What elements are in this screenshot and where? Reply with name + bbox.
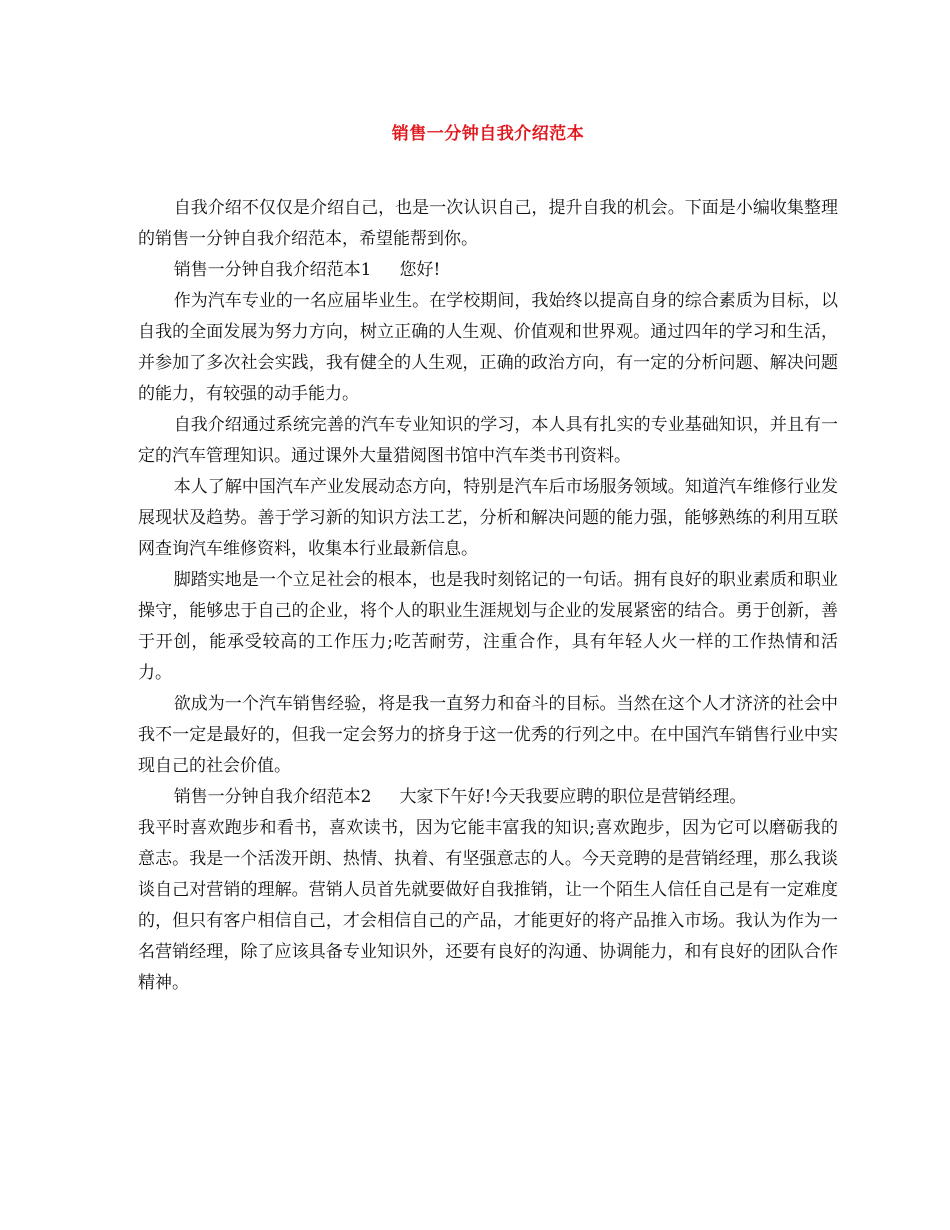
sample-1-greeting: 您好!	[399, 260, 441, 280]
sample-2-heading-line	[138, 782, 838, 813]
sample-1-paragraph-4: 脚踏实地是一个立足社会的根本，也是我时刻铭记的一句话。拥有良好的职业素质和职业操守，能够忠于自己的企业，将个人的职业生涯规划与企业的发展紧密的结合。勇于创新，善于开创，能承受较高的工作压力;吃苦耐劳，注重合作，具有年轻人火一样的工作热情和活力。	[138, 570, 838, 683]
sample-1-heading: 销售一分钟自我介绍范本1	[173, 260, 372, 280]
document-body	[138, 193, 838, 999]
document-title: 销售一分钟自我介绍范本	[391, 124, 585, 144]
sample-1-paragraph-2: 自我介绍通过系统完善的汽车专业知识的学习，本人具有扎实的专业基础知识，并且有一定的汽车管理知识。通过课外大量猎阅图书馆中汽车类书刊资料。	[138, 415, 838, 466]
sample-1-paragraph-5: 欲成为一个汽车销售经验，将是我一直努力和奋斗的目标。当然在这个人才济济的社会中我不一定是最好的，但我一定会努力的挤身于这一优秀的行列之中。在中国汽车销售行业中实现自己的社会价值。	[138, 694, 838, 776]
intro-paragraph: 自我介绍不仅仅是介绍自己，也是一次认识自己，提升自我的机会。下面是小编收集整理的销售一分钟自我介绍范本，希望能帮到你。	[138, 198, 838, 249]
sample-1-heading-line	[138, 255, 838, 286]
sample-1-paragraph-3: 本人了解中国汽车产业发展动态方向，特别是汽车后市场服务领域。知道汽车维修行业发展现状及趋势。善于学习新的知识方法工艺，分析和解决问题的能力强，能够熟练的利用互联网查询汽车维修资料，收集本行业最新信息。	[138, 477, 838, 559]
sample-2-opening: 大家下午好!今天我要应聘的职位是营销经理。	[399, 787, 747, 807]
sample-2-heading: 销售一分钟自我介绍范本2	[173, 787, 372, 807]
sample-2-paragraph-1: 我平时喜欢跑步和看书，喜欢读书，因为它能丰富我的知识;喜欢跑步，因为它可以磨砺我的意志。我是一个活泼开朗、热情、执着、有坚强意志的人。今天竞聘的是营销经理，那么我谈谈自己对营销的理解。营销人员首先就要做好自我推销，让一个陌生人信任自己是有一定难度的，但只有客户相信自己，才会相信自己的产品，才能更好的将产品推入市场。我认为作为一名营销经理，除了应该具备专业知识外，还要有良好的沟通、协调能力，和有良好的团队合作精神。	[138, 818, 838, 993]
sample-1-paragraph-1: 作为汽车专业的一名应届毕业生。在学校期间，我始终以提高自身的综合素质为目标，以自我的全面发展为努力方向，树立正确的人生观、价值观和世界观。通过四年的学习和生活，并参加了多次社会实践，我有健全的人生观，正确的政治方向，有一定的分析问题、解决问题的能力，有较强的动手能力。	[138, 291, 838, 404]
